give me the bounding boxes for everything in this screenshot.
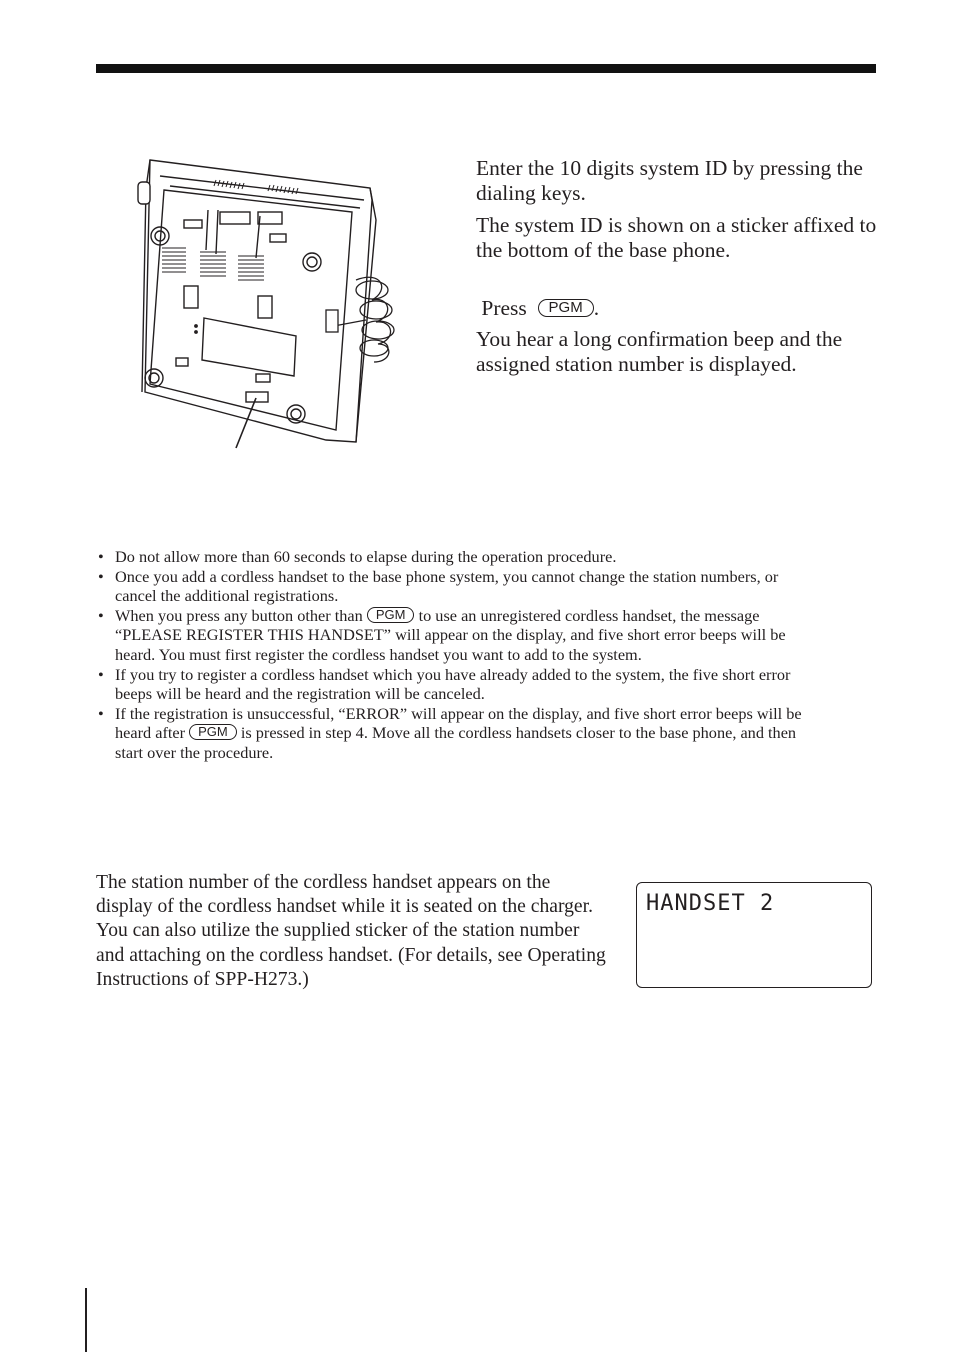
note-item: • If you try to register a cordless handset which you have already added to the system, the five short error beeps will be heard and the registration will be canceled. [98,665,818,704]
step-4-instruction: Press PGM . [481,296,600,320]
lcd-display [636,882,872,988]
pgm-key-icon: PGM [538,299,594,317]
station-number-text: The station number of the cordless handset appears on the display of the cordless handset while it is seated on the charger. You can also utilize the supplied sticker of the station number and attaching on the cordless handset. (For details, see Operating Instructions of SPP-H273.) [96,872,606,990]
page-margin-rule [85,1288,87,1352]
base-phone-bottom-illustration [120,150,410,460]
step-3 [476,156,886,263]
step-3-instruction: Enter the 10 digits system ID by pressing the dialing keys. [476,156,863,205]
pgm-key-icon: PGM [189,724,237,740]
pgm-key-icon: PGM [367,607,415,623]
note-item: • Once you add a cordless handset to the base phone system, you cannot change the station numbers, or cancel the additional registrations. [98,567,818,606]
step-4-result: You hear a long confirmation beep and the assigned station number is displayed. [476,327,843,376]
header-rule [96,64,876,73]
step-3-note: The system ID is shown on a sticker affixed to the bottom of the base phone. [476,213,877,262]
step-4 [476,296,886,377]
note-item: • Do not allow more than 60 seconds to elapse during the operation procedure. [98,547,818,567]
note-item: • When you press any button other than PGM to use an unregistered cordless handset, the message “PLEASE REGISTER THIS HANDSET” will appear on the display, and five short error beeps will be heard. You must first register the cordless handset you want to add to the system. [98,606,818,665]
note-item: • If the registration is unsuccessful, “ERROR” will appear on the display, and five short error beeps will be heard after PGM is pressed in step 4. Move all the cordless handsets closer to the base phone, and then start over the procedure. [98,704,818,763]
notes-list [98,547,818,763]
lcd-display-text: HANDSET 2 [646,891,775,916]
